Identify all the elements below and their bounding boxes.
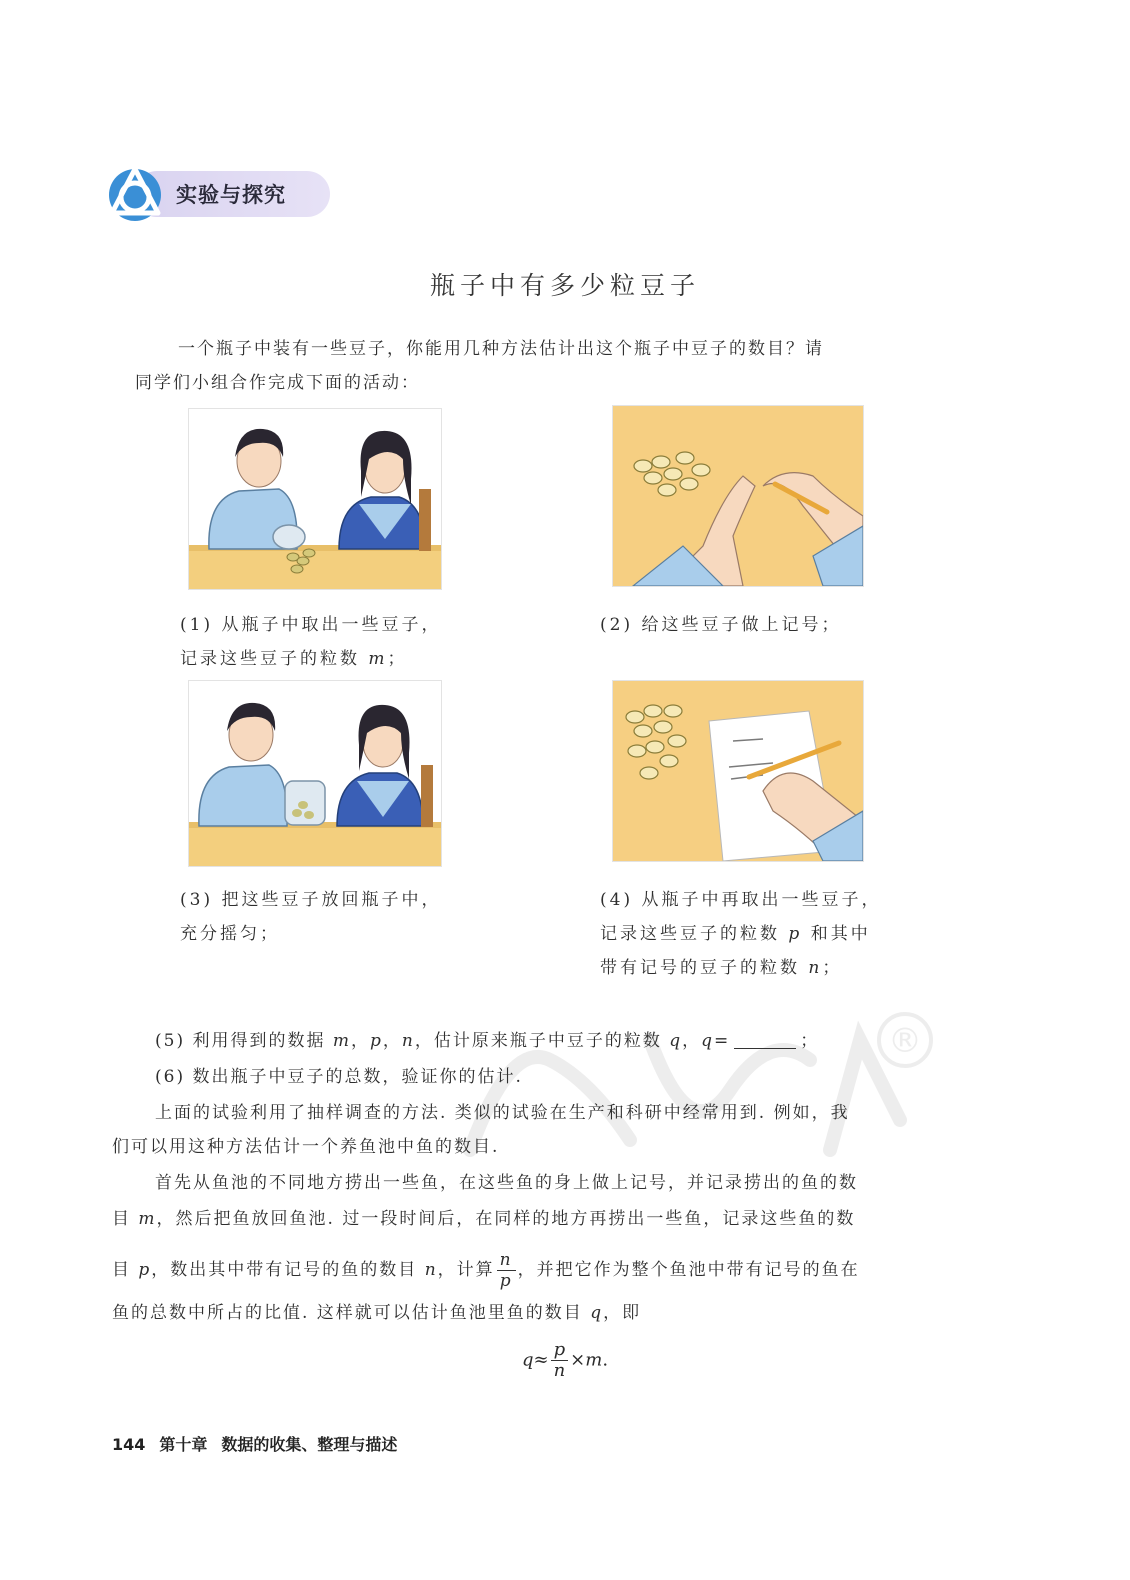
times-sign: × — [570, 1349, 586, 1371]
illustration-take-beans — [188, 408, 442, 590]
illustration-mark-beans — [612, 405, 864, 587]
var-n: n — [424, 1260, 438, 1280]
fraction-p-over-n — [551, 1340, 569, 1381]
var-n: n — [808, 958, 823, 978]
caption-1-text: 记录这些豆子的粒数 — [180, 649, 369, 669]
var-q: q — [521, 1349, 534, 1371]
caption-step-2 — [600, 608, 930, 642]
chapter-number: 第十章 — [159, 1435, 208, 1454]
caption-2-line-1: (2) 给这些豆子做上记号； — [600, 615, 842, 635]
equals-sign: = — [714, 1031, 731, 1051]
caption-4-line-3 — [600, 951, 940, 985]
caption-4-line-2 — [600, 917, 940, 951]
var-q: q — [701, 1031, 715, 1051]
caption-4-text-2: 和其中 — [802, 924, 871, 944]
step-5-text: (5) 利用得到的数据 — [155, 1031, 333, 1051]
var-p: p — [370, 1031, 383, 1051]
fraction-numerator: n — [497, 1250, 516, 1271]
caption-4-punct: ； — [822, 958, 843, 978]
var-q: q — [669, 1031, 683, 1051]
answer-blank[interactable] — [734, 1028, 796, 1049]
fraction-denominator: n — [553, 1360, 566, 1381]
caption-4-text: 记录这些豆子的粒数 — [600, 924, 789, 944]
paragraph-1-line-1: 上面的试验利用了抽样调查的方法. 类似的试验在生产和科研中经常用到. 例如，我 — [155, 1103, 850, 1123]
step-5-text-2: ，估计原来瓶子中豆子的粒数 — [414, 1031, 670, 1051]
illustration-record-beans — [612, 680, 864, 862]
var-m: m — [368, 649, 388, 669]
var-m: m — [585, 1349, 603, 1371]
approx-sign: ≈ — [533, 1349, 549, 1371]
page-title: 瓶子中有多少粒豆子 — [429, 271, 700, 300]
badge-label: 实验与探究 — [176, 183, 286, 207]
page-number: 144 — [112, 1435, 146, 1454]
var-m: m — [138, 1209, 157, 1229]
var-n: n — [401, 1031, 415, 1051]
text: 鱼的总数中所占的比值. 这样就可以估计鱼池里鱼的数目 — [112, 1303, 591, 1323]
var-m: m — [332, 1031, 352, 1051]
text: ，然后把鱼放回鱼池. 过一段时间后，在同样的地方再捞出一些鱼，记录这些鱼的数 — [156, 1209, 856, 1229]
estimate-formula — [0, 1340, 1130, 1381]
caption-step-1 — [180, 608, 510, 676]
caption-1-line-1: (1) 从瓶子中取出一些豆子， — [180, 615, 442, 635]
caption-3-line-2: 充分摇匀； — [180, 924, 280, 944]
paragraph-2-line-3 — [112, 1250, 972, 1291]
var-q: q — [590, 1303, 604, 1323]
fraction-n-over-p — [497, 1250, 516, 1291]
intro-line-2: 同学们小组合作完成下面的活动： — [135, 373, 420, 393]
caption-1-punct: ； — [387, 649, 408, 669]
period: . — [602, 1349, 609, 1371]
var-p: p — [788, 924, 803, 944]
caption-step-3 — [180, 883, 510, 951]
page-footer — [112, 1432, 411, 1455]
text: 目 — [112, 1260, 139, 1280]
paragraph-2-line-1: 首先从鱼池的不同地方捞出一些鱼，在这些鱼的身上做上记号，并记录捞出的鱼的数 — [155, 1173, 858, 1193]
paragraph-2-line-2 — [112, 1202, 972, 1236]
step-5 — [155, 1024, 975, 1058]
text: ，即 — [603, 1303, 642, 1323]
intro-line-1: 一个瓶子中装有一些豆子，你能用几种方法估计出这个瓶子中豆子的数目？请 — [178, 339, 824, 359]
caption-4-text-3: 带有记号的豆子的粒数 — [600, 958, 809, 978]
caption-step-4 — [600, 883, 940, 985]
triangle-circle-icon — [108, 165, 164, 223]
step-5-punct: ； — [800, 1031, 820, 1051]
sep: ， — [351, 1031, 371, 1051]
section-badge — [108, 165, 330, 223]
caption-4-line-1: (4) 从瓶子中再取出一些豆子， — [600, 890, 882, 910]
sep: ， — [382, 1031, 402, 1051]
chapter-title: 数据的收集、整理与描述 — [221, 1435, 398, 1454]
text: ，并把它作为整个鱼池中带有记号的鱼在 — [517, 1260, 860, 1280]
caption-3-line-1: (3) 把这些豆子放回瓶子中， — [180, 890, 442, 910]
registered-mark: ® — [888, 1021, 922, 1061]
step-6: (6) 数出瓶子中豆子的总数，验证你的估计. — [155, 1067, 523, 1087]
sep: ， — [682, 1031, 702, 1051]
text: 目 — [112, 1209, 139, 1229]
fraction-numerator: p — [551, 1340, 569, 1361]
var-p: p — [138, 1260, 152, 1280]
fraction-denominator: p — [499, 1271, 513, 1291]
paragraph-2-line-4 — [112, 1296, 972, 1330]
caption-1-line-2 — [180, 642, 510, 676]
text: ，数出其中带有记号的鱼的数目 — [151, 1260, 425, 1280]
paragraph-1-line-2: 们可以用这种方法估计一个养鱼池中鱼的数目. — [112, 1137, 500, 1157]
text: ，计算 — [437, 1260, 495, 1280]
illustration-return-beans — [188, 680, 442, 867]
